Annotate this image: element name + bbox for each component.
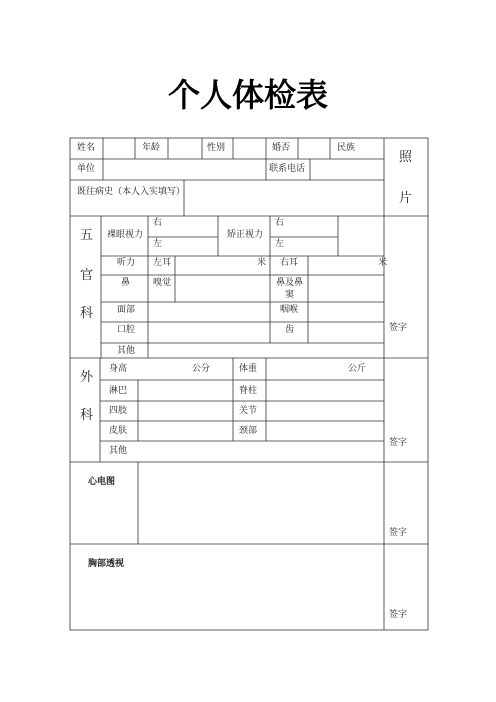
- waike-section-char-2: 科: [80, 408, 94, 423]
- unit-label: 单位: [77, 164, 96, 174]
- corrected-vision-left-label: 左: [275, 239, 285, 249]
- wuguan-section-char-1: 五: [80, 228, 94, 243]
- chest-signature-label: 签字: [389, 610, 408, 620]
- lymph-label: 淋巴: [109, 386, 128, 396]
- left-ear-label: 左耳: [153, 258, 172, 268]
- waike-signature-label: 签字: [389, 438, 408, 448]
- ecg-label: 心电图: [88, 477, 116, 487]
- throat-label: 咽喉: [280, 305, 299, 315]
- wuguan-signature-label: 签字: [389, 323, 408, 333]
- smell-label: 嗅觉: [153, 278, 172, 288]
- photo-label-2: 片: [399, 191, 413, 206]
- height-unit: 公分: [192, 364, 211, 374]
- wuguan-other-label: 其他: [117, 346, 136, 356]
- mouth-label: 口腔: [117, 325, 136, 335]
- marital-label: 婚否: [272, 143, 291, 153]
- skin-label: 皮肤: [109, 426, 128, 436]
- naked-vision-left-label: 左: [153, 239, 163, 249]
- history-label: 既往病史（本人入实填写）: [77, 187, 186, 197]
- height-label: 身高: [109, 364, 128, 374]
- sex-label: 性别: [207, 143, 226, 153]
- photo-label-1: 照: [399, 150, 413, 165]
- ecg-signature-label: 签字: [389, 528, 408, 538]
- naked-vision-label: 裸眼视力: [107, 230, 144, 240]
- sinus-label-1: 鼻及鼻: [276, 278, 304, 288]
- ethnicity-label: 民族: [337, 143, 356, 153]
- waike-section-char-1: 外: [80, 370, 94, 385]
- sinus-label-2: 窦: [285, 290, 295, 300]
- nose-label: 鼻: [121, 278, 131, 288]
- weight-unit: 公斤: [348, 364, 367, 374]
- joints-label: 关节: [239, 406, 258, 416]
- spine-label: 脊柱: [239, 386, 258, 396]
- wuguan-section-char-3: 科: [80, 306, 94, 321]
- page-title: 个人体检表: [167, 76, 328, 114]
- neck-label: 颈部: [239, 426, 258, 436]
- limbs-label: 四肢: [109, 406, 128, 416]
- age-label: 年龄: [142, 143, 161, 153]
- face-label: 面部: [117, 305, 136, 315]
- waike-other-label: 其他: [109, 446, 128, 456]
- right-ear-meter-unit: 米: [378, 258, 388, 268]
- corrected-vision-right-label: 右: [275, 218, 285, 228]
- corrected-vision-label: 矫正视力: [227, 230, 264, 240]
- teeth-label: 齿: [285, 325, 295, 335]
- chest-xray-label: 胸部透视: [88, 559, 125, 569]
- right-ear-label: 右耳: [280, 258, 299, 268]
- name-label: 姓名: [77, 143, 96, 153]
- phone-label: 联系电话: [269, 164, 306, 174]
- wuguan-section-char-2: 官: [80, 268, 94, 283]
- hearing-label: 听力: [117, 258, 136, 268]
- weight-label: 体重: [239, 364, 258, 374]
- naked-vision-right-label: 右: [153, 218, 163, 228]
- left-ear-meter-unit: 米: [257, 258, 267, 268]
